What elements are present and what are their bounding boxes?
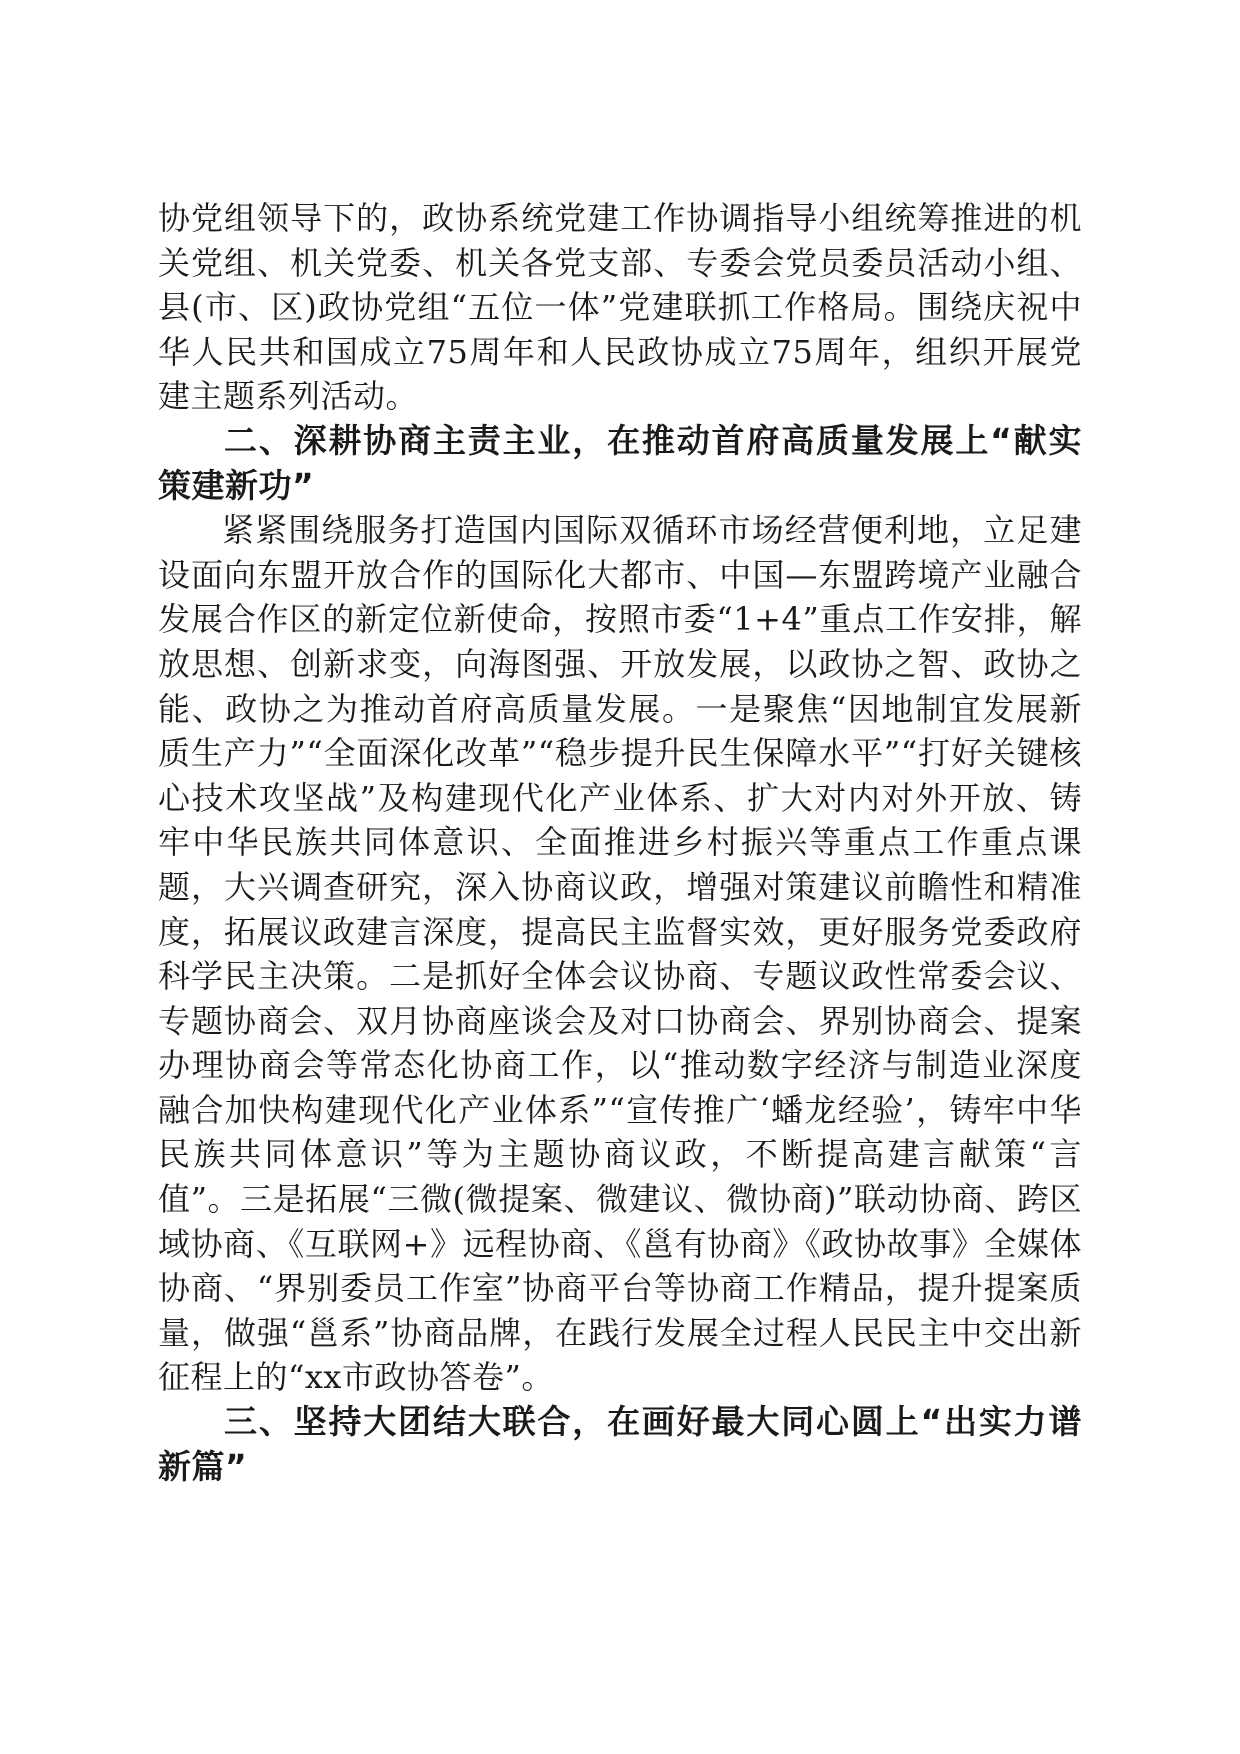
section-2-paragraph: 紧紧围绕服务打造国内国际双循环市场经营便利地，立足建设面向东盟开放合作的国际化大都市、中国—东盟跨境产业融合发展合作区的新定位新使命，按照市委“1+4”重点工作安排，解放思想、创新求变，向海图强、开放发展，以政协之智、政协之能、政协之为推动首府高质量发展。一是聚焦“因地制宜发展新质生产力”“全面深化改革”“稳步提升民生保障水平”“打好关键核心技术攻坚战”及构建现代化产业体系、扩大对内对外开放、铸牢中华民族共同体意识、全面推进乡村振兴等重点工作重点课题，大兴调查研究，深入协商议政，增强对策建议前瞻性和精准度，拓展议政建言深度，提高民主监督实效，更好服务党委政府科学民主决策。二是抓好全体会议协商、专题议政性常委会议、专题协商会、双月协商座谈会及对口协商会、界别协商会、提案办理协商会等常态化协商工作，以“推动数字经济与制造业深度融合加快构建现代化产业体系”“宣传推广‘蟠龙经验’，铸牢中华民族共同体意识”等为主题协商议政，不断提高建言献策“言值”。三是拓展“三微(微提案、微建议、微协商)”联动协商、跨区域协商、《互联网+》远程协商、《邕有协商》《政协故事》全媒体协商、“界别委员工作室”协商平台等协商工作精品，提升提案质量，做强“邕系”协商品牌，在践行发展全过程人民民主中交出新征程上的“xx市政协答卷”。	[158, 511, 1082, 1397]
section-heading-2: 二、深耕协商主责主业，在推动首府高质量发展上“献实策建新功”	[158, 420, 1082, 505]
paragraph-continued: 协党组领导下的，政协系统党建工作协调指导小组统筹推进的机关党组、机关党委、机关各党支部、专委会党员委员活动小组、县(市、区)政协党组“五位一体”党建联抓工作格局。围绕庆祝中华人民共和国成立75周年和人民政协成立75周年，组织开展党建主题系列活动。	[158, 199, 1082, 416]
section-heading-3: 三、坚持大团结大联合，在画好最大同心圆上“出实力谱新篇”	[158, 1402, 1082, 1486]
document-body	[158, 196, 1082, 1489]
